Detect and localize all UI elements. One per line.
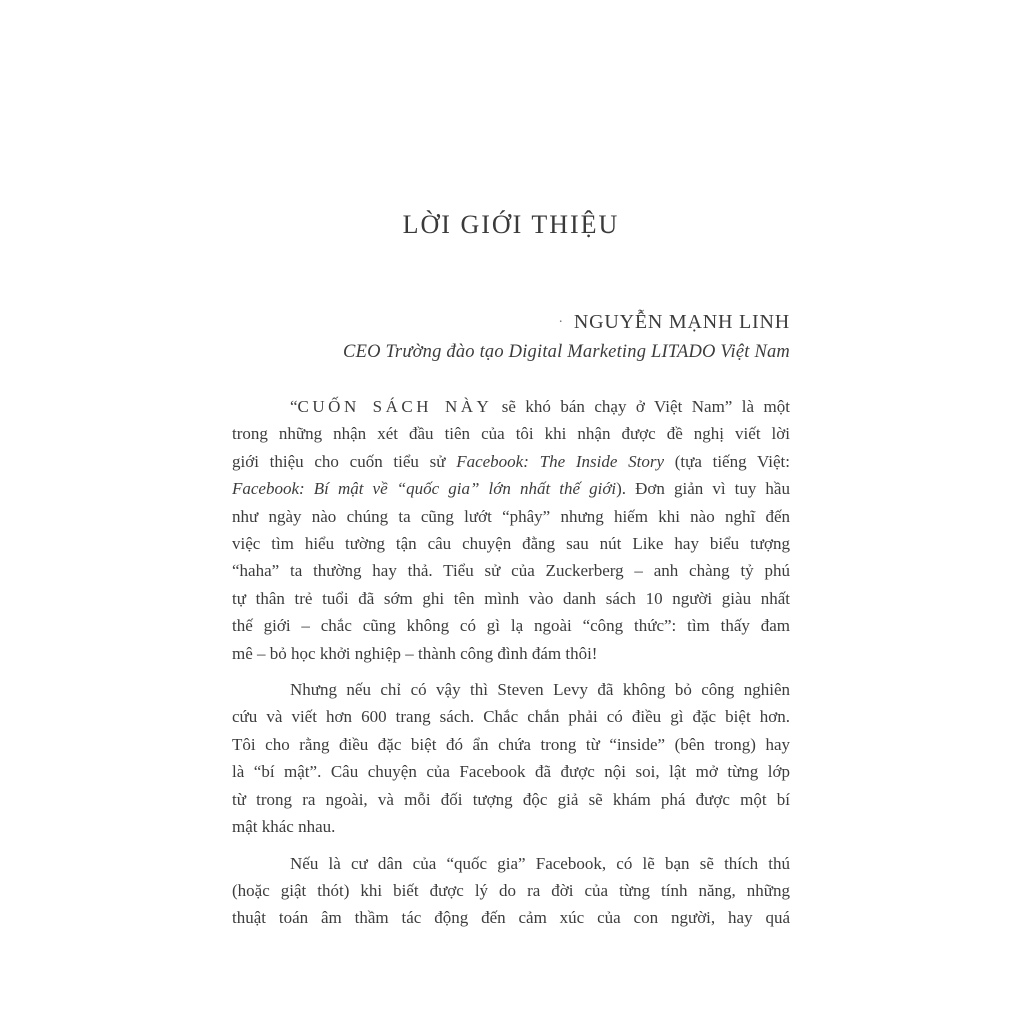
body-text: Nhưng nếu chỉ có vậy thì Steven Levy đã không bỏ công nghiên (290, 680, 790, 700)
body-text: “haha” ta thường hay thả. Tiểu sử của Zuckerberg – anh chàng tỷ phú (232, 561, 790, 581)
text-line (232, 557, 790, 584)
text-line (232, 448, 790, 475)
body-text: “ (290, 397, 298, 416)
byline (232, 310, 790, 335)
body-text: sẽ khó bán chạy ở Việt Nam” là một (492, 397, 790, 416)
page-title: LỜI GIỚI THIỆU (402, 210, 620, 239)
text-line (232, 585, 790, 612)
text-line (232, 731, 790, 758)
body-text: trong những nhận xét đầu tiên của tôi khi nhận được đề nghị viết lời (232, 424, 790, 444)
text-line (232, 877, 790, 904)
body-text: (tựa tiếng Việt: (664, 451, 790, 471)
body-text: tự thân trẻ tuổi đã sớm ghi tên mình vào danh sách 10 người giàu nhất (232, 588, 790, 608)
author-role: CEO Trường đào tạo Digital Marketing LITADO Việt Nam (343, 342, 790, 362)
body-text: CUỐN SÁCH NÀY (297, 397, 493, 416)
text-line (232, 420, 790, 447)
body-text: là “bí mật”. Câu chuyện của Facebook đã được nội soi, lật mở từng lớp (232, 762, 790, 782)
body-text: cứu và viết hơn 600 trang sách. Chắc chắn phải có điều gì đặc biệt hơn. (232, 707, 790, 727)
paragraph (232, 676, 790, 840)
text-line (232, 904, 790, 931)
text-line (232, 850, 790, 877)
body-text: thế giới – chắc cũng không có gì lạ ngoài “công thức”: tìm thấy đam (232, 616, 790, 636)
body-text: từ trong ra ngoài, và mỗi đối tượng độc giả sẽ khám phá được một bí (232, 789, 790, 809)
body-text: (hoặc giật thót) khi biết được lý do ra đời của từng tính năng, những (232, 880, 790, 900)
body-text: giới thiệu cho cuốn tiểu sử (232, 451, 457, 471)
body-text: mê – bỏ học khởi nghiệp – thành công đình đám thôi! (232, 643, 598, 663)
body-text: ). Đơn giản vì tuy hầu (616, 479, 790, 499)
text-line (232, 530, 790, 557)
italic-text: Facebook: The Inside Story (456, 451, 664, 471)
byline-dot: · (558, 315, 564, 330)
body-text: thuật toán âm thầm tác động đến cảm xúc của con người, hay quá (232, 908, 790, 928)
paragraph (232, 393, 790, 667)
italic-text: Facebook: Bí mật về “quốc gia” lớn nhất thế giới (232, 479, 617, 499)
body-text: mật khác nhau. (232, 817, 336, 837)
text-line (232, 758, 790, 785)
text-line (232, 612, 790, 639)
text-line (232, 393, 790, 420)
text-line (232, 676, 790, 703)
author-name: NGUYỄN MẠNH LINH (573, 311, 790, 333)
paragraph (232, 850, 790, 932)
text-line (232, 813, 790, 840)
text-line (232, 703, 790, 730)
body-text: việc tìm hiểu tường tận câu chuyện đằng sau nút Like hay biểu tượng (232, 534, 790, 554)
text-line (232, 503, 790, 530)
text-line (232, 640, 790, 667)
body-text: như ngày nào chúng ta cũng lướt “phây” nhưng hiếm khi nào nghĩ đến (232, 506, 790, 526)
text-line (232, 475, 790, 502)
body-text: Tôi cho rằng điều đặc biệt đó ẩn chứa trong từ “inside” (bên trong) hay (232, 734, 790, 754)
paragraphs (232, 393, 790, 932)
body-text: Nếu là cư dân của “quốc gia” Facebook, có lẽ bạn sẽ thích thú (290, 853, 790, 873)
text-column (232, 0, 790, 941)
text-line (232, 786, 790, 813)
